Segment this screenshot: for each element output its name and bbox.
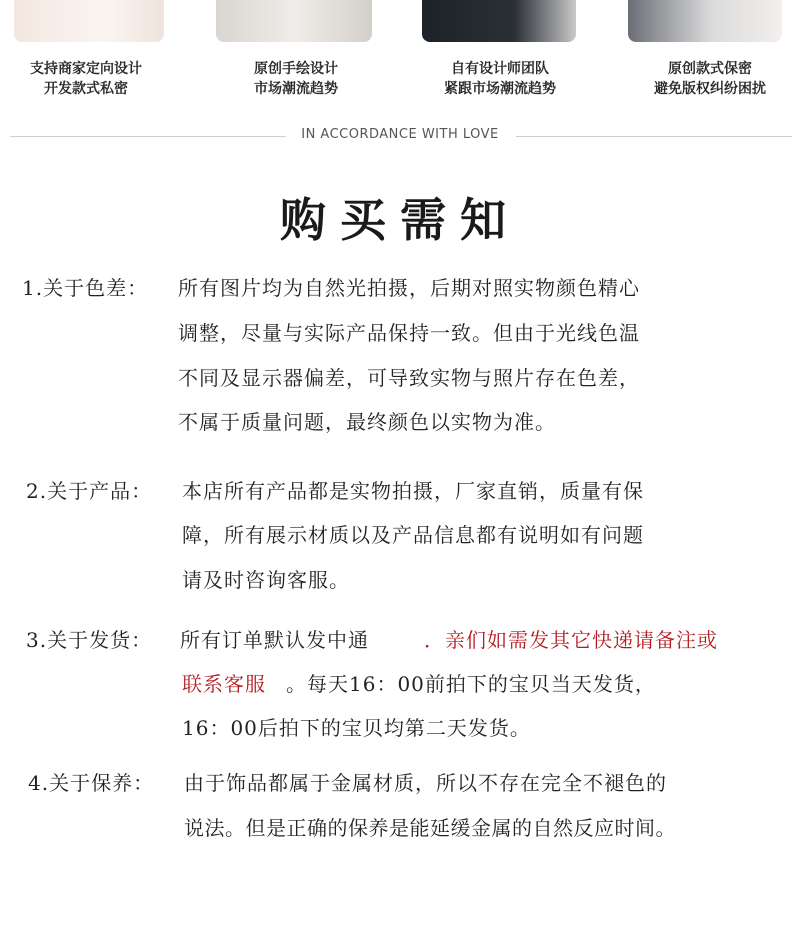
shipping-note-highlight: ．亲们如需发其它快递请备注或 [424, 628, 718, 652]
section-text: 不属于质量问题，最终颜色以实物为准。 [178, 410, 556, 434]
section-text: 所有订单默认发中通 [180, 628, 369, 652]
section-text: 。每天16：00前拍下的宝贝当天发货， [286, 672, 656, 696]
page-title: 购买需知 [280, 193, 520, 247]
feature-thumbnail [628, 0, 782, 42]
section-text: 所有图片均为自然光拍摄，后期对照实物颜色精心 [178, 276, 640, 300]
section-text: 由于饰品都属于金属材质，所以不存在完全不褪色的 [184, 771, 667, 795]
section-label: 1.关于色差： [22, 276, 149, 300]
section-label: 2.关于产品： [26, 479, 153, 503]
feature-caption: 原创手绘设计 市场潮流趋势 [254, 61, 338, 97]
section-text: 障，所有展示材质以及产品信息都有说明如有问题 [182, 523, 644, 547]
feature-caption: 支持商家定向设计 开发款式私密 [30, 61, 142, 97]
divider-right [516, 136, 792, 137]
section-text: 16：00后拍下的宝贝均第二天发货。 [182, 716, 531, 740]
contact-service-highlight: 联系客服 [182, 672, 266, 696]
feature-caption: 自有设计师团队 紧跟市场潮流趋势 [444, 61, 556, 97]
feature-thumbnail [216, 0, 372, 42]
section-text: 请及时咨询客服。 [182, 568, 350, 592]
feature-caption: 原创款式保密 避免版权纠纷困扰 [654, 61, 766, 97]
section-text: 说法。但是正确的保养是能延缓金属的自然反应时间。 [184, 816, 676, 840]
feature-thumbnail [422, 0, 576, 42]
feature-thumbnail [14, 0, 164, 42]
section-text: 不同及显示器偏差，可导致实物与照片存在色差， [178, 366, 640, 390]
section-label: 4.关于保养： [28, 771, 155, 795]
motto-text: IN ACCORDANCE WITH LOVE [301, 127, 499, 142]
section-text: 本店所有产品都是实物拍摄，厂家直销，质量有保 [182, 479, 644, 503]
section-label: 3.关于发货： [26, 628, 153, 652]
section-text: 调整，尽量与实际产品保持一致。但由于光线色温 [178, 321, 640, 345]
feature-strip [0, 0, 800, 110]
